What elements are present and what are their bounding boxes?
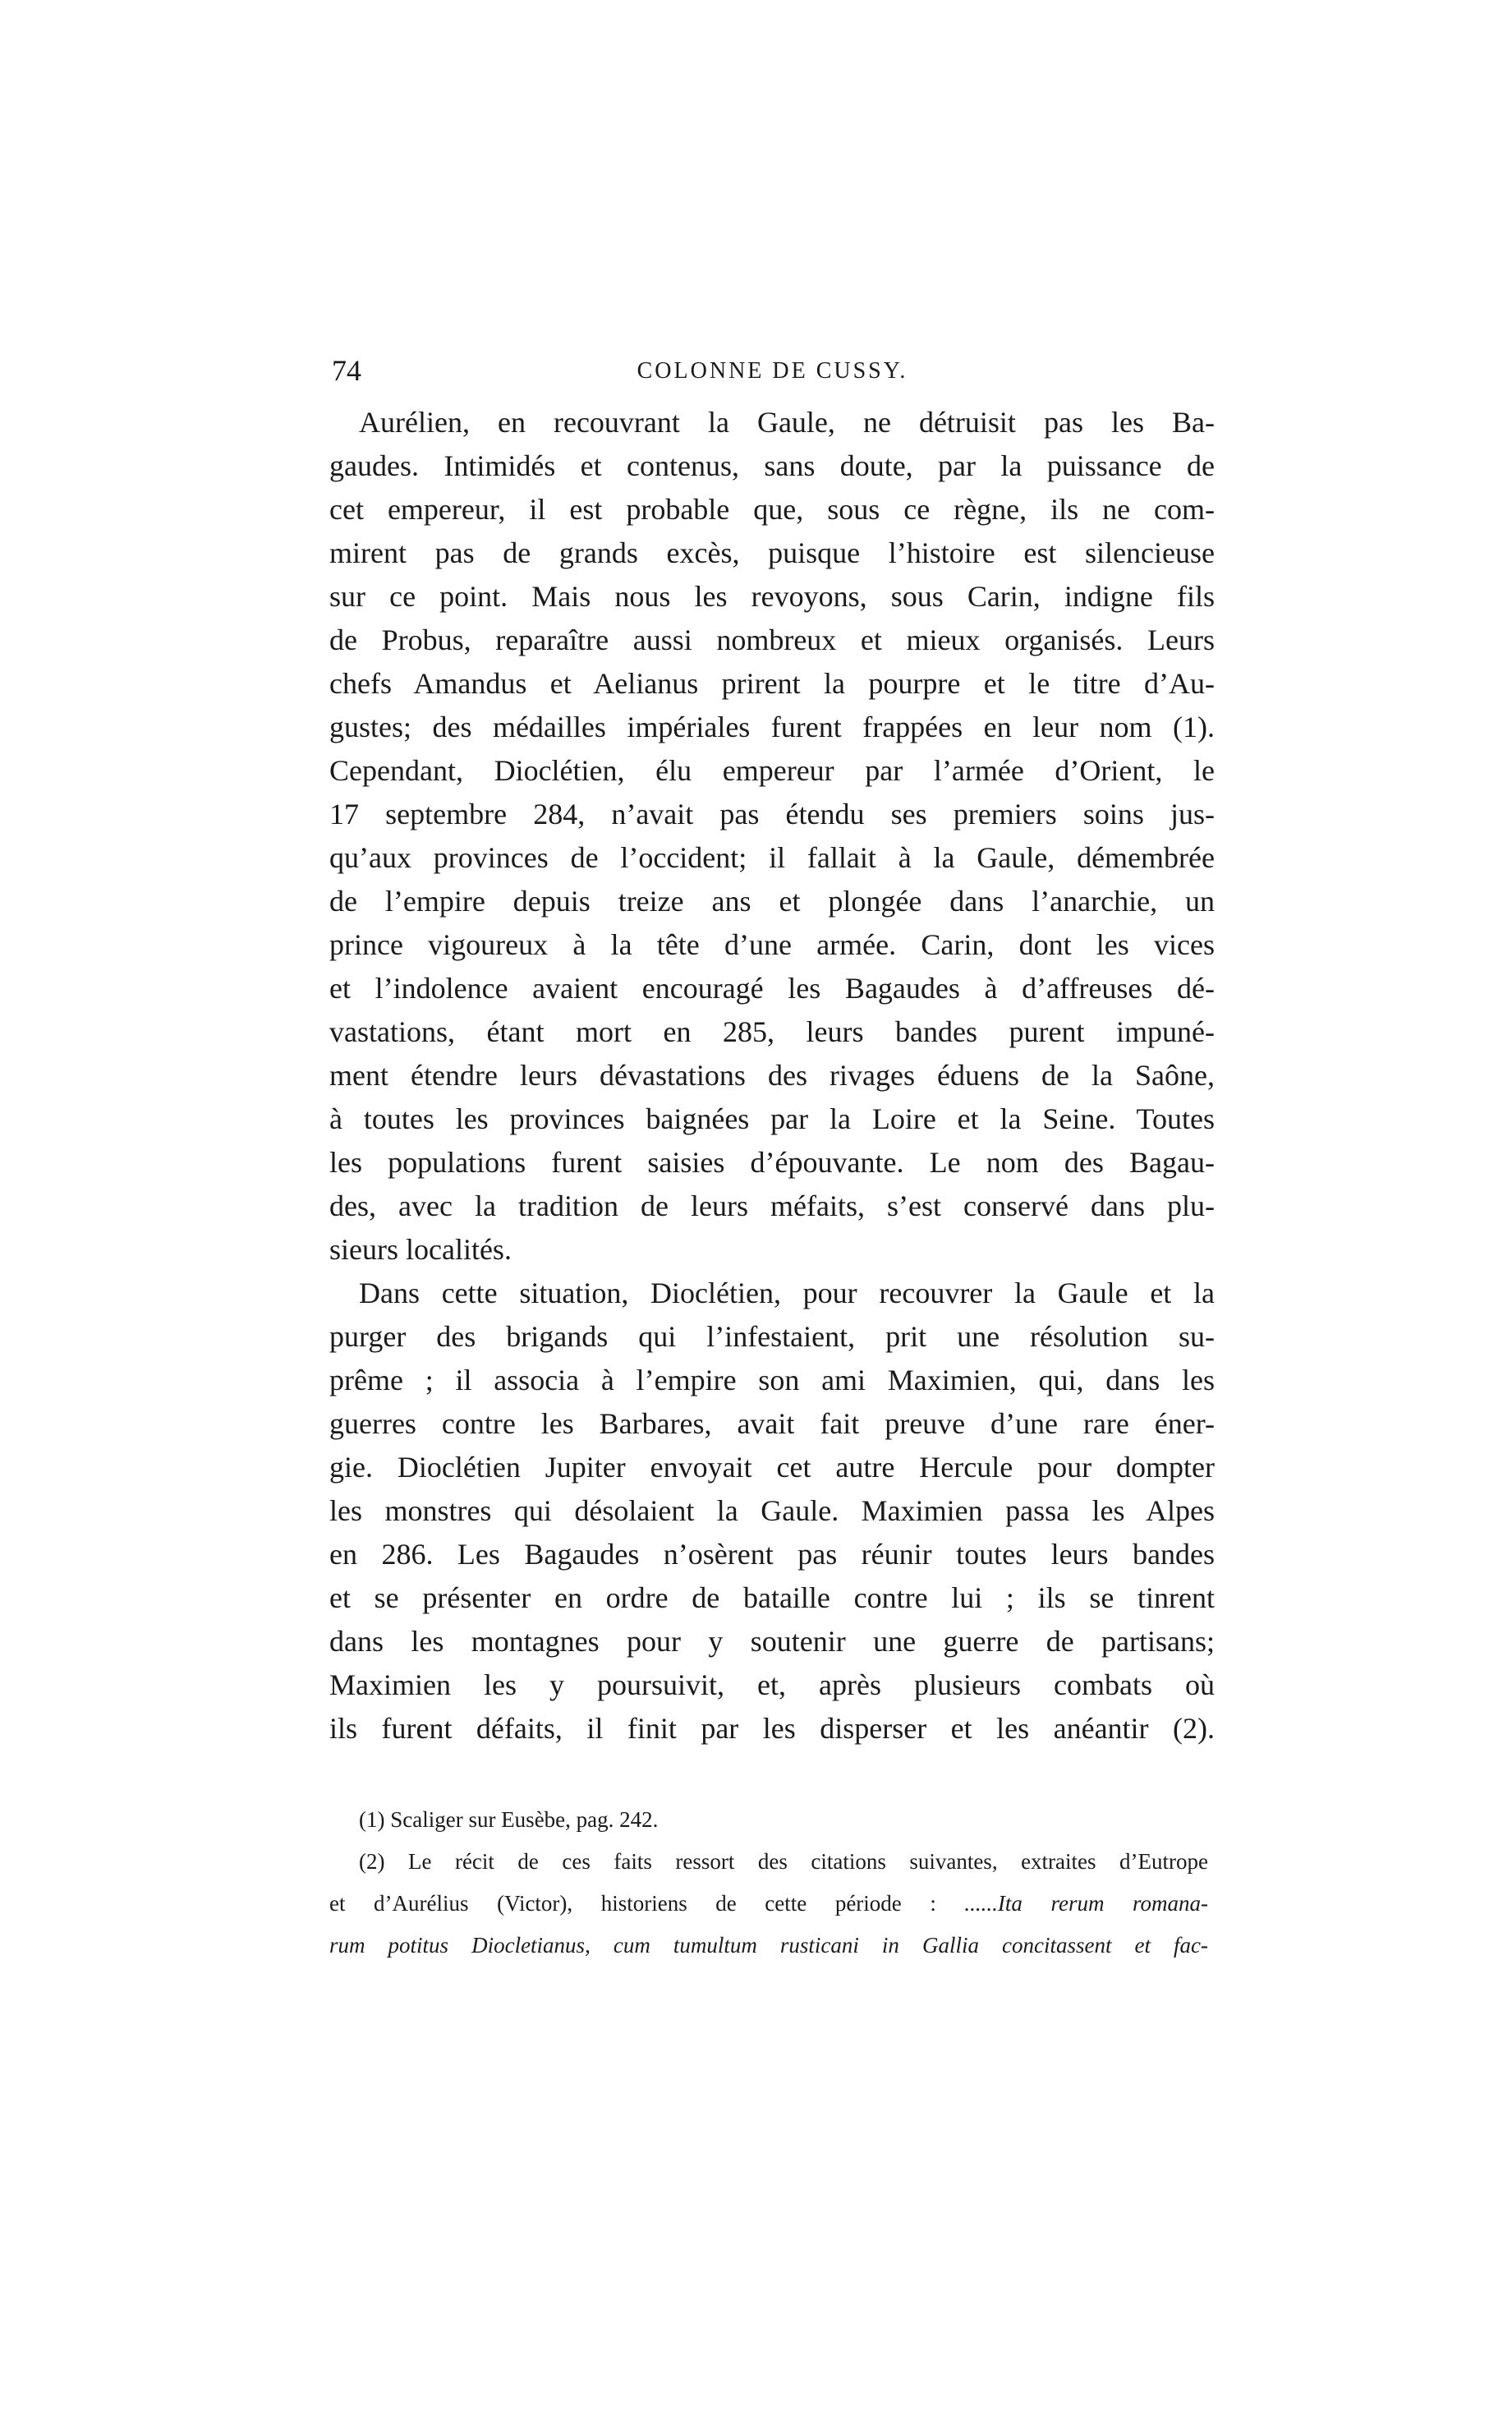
footnote-latin-quote: ......Ita rerum romana- bbox=[964, 1891, 1209, 1916]
text-line: dans les montagnes pour y soutenir une guerre de partisans; bbox=[329, 1625, 1215, 1658]
text-line: et se présenter en ordre de bataille contre lui ; ils se tinrent bbox=[329, 1581, 1215, 1614]
text-line: qu’aux provinces de l’occident; il fallait à la Gaule, démembrée bbox=[329, 841, 1215, 874]
text-line: des, avec la tradition de leurs méfaits, s’est conservé dans plu- bbox=[329, 1189, 1215, 1222]
text-line: et l’indolence avaient encouragé les Bagaudes à d’affreuses dé- bbox=[329, 972, 1215, 1005]
text-line: cet empereur, il est probable que, sous ce règne, ils ne com- bbox=[329, 493, 1215, 526]
text-line: de Probus, reparaître aussi nombreux et mieux organisés. Leurs bbox=[329, 623, 1215, 656]
body-text bbox=[329, 401, 1215, 1751]
footnote-1: (1) Scaliger sur Eusèbe, pag. 242. bbox=[359, 1807, 659, 1832]
text-line: ment étendre leurs dévastations des rivages éduens de la Saône, bbox=[329, 1059, 1215, 1092]
text-line: Maximien les y poursuivit, et, après plusieurs combats où bbox=[329, 1668, 1215, 1701]
footnote-roman-text: et d’Aurélius (Victor), historiens de cette période : bbox=[329, 1891, 936, 1916]
text-line: purger des brigands qui l’infestaient, prit une résolution su- bbox=[329, 1320, 1215, 1353]
footnote-latin-quote: rum potitus Diocletianus, cum tumultum rusticani in Gallia concitassent et fac- bbox=[329, 1933, 1208, 1958]
text-line: Aurélien, en recouvrant la Gaule, ne détruisit pas les Ba- bbox=[359, 406, 1215, 439]
text-line: en 286. Les Bagaudes n’osèrent pas réunir toutes leurs bandes bbox=[329, 1538, 1215, 1571]
text-line: prince vigoureux à la tête d’une armée. Carin, dont les vices bbox=[329, 928, 1215, 961]
footnote-2-line bbox=[329, 1883, 1208, 1925]
text-line: chefs Amandus et Aelianus prirent la pourpre et le titre d’Au- bbox=[329, 667, 1215, 700]
text-line: les monstres qui désolaient la Gaule. Maximien passa les Alpes bbox=[329, 1494, 1215, 1527]
text-line: Dans cette situation, Dioclétien, pour recouvrer la Gaule et la bbox=[359, 1277, 1215, 1309]
text-line: de l’empire depuis treize ans et plongée dans l’anarchie, un bbox=[329, 885, 1215, 918]
text-line: ils furent défaits, il finit par les disperser et les anéantir (2). bbox=[329, 1712, 1215, 1745]
text-line: 17 septembre 284, n’avait pas étendu ses premiers soins jus- bbox=[329, 798, 1215, 830]
text-line: vastations, étant mort en 285, leurs bandes purent impuné- bbox=[329, 1015, 1215, 1048]
text-line: gaudes. Intimidés et contenus, sans doute, par la puissance de bbox=[329, 449, 1215, 482]
footnotes bbox=[329, 1799, 1208, 1967]
text-line: gie. Dioclétien Jupiter envoyait cet autre Hercule pour dompter bbox=[329, 1451, 1215, 1484]
text-line: Cependant, Dioclétien, élu empereur par l’armée d’Orient, le bbox=[329, 754, 1215, 787]
text-line: sur ce point. Mais nous les revoyons, sous Carin, indigne fils bbox=[329, 580, 1215, 613]
footnote-2-line: (2) Le récit de ces faits ressort des citations suivantes, extraites d’Eutrope bbox=[359, 1849, 1208, 1874]
text-line: guerres contre les Barbares, avait fait preuve d’une rare éner- bbox=[329, 1407, 1215, 1440]
text-line: à toutes les provinces baignées par la Loire et la Seine. Toutes bbox=[329, 1102, 1215, 1135]
text-line: prême ; il associa à l’empire son ami Maximien, qui, dans les bbox=[329, 1364, 1215, 1396]
text-line: sieurs localités. bbox=[329, 1233, 512, 1266]
text-line: gustes; des médailles impériales furent frappées en leur nom (1). bbox=[329, 711, 1215, 743]
running-title: COLONNE DE CUSSY. bbox=[637, 358, 908, 384]
text-line: mirent pas de grands excès, puisque l’histoire est silencieuse bbox=[329, 536, 1215, 569]
page-number: 74 bbox=[332, 354, 361, 387]
text-line: les populations furent saisies d’épouvante. Le nom des Bagau- bbox=[329, 1146, 1215, 1179]
